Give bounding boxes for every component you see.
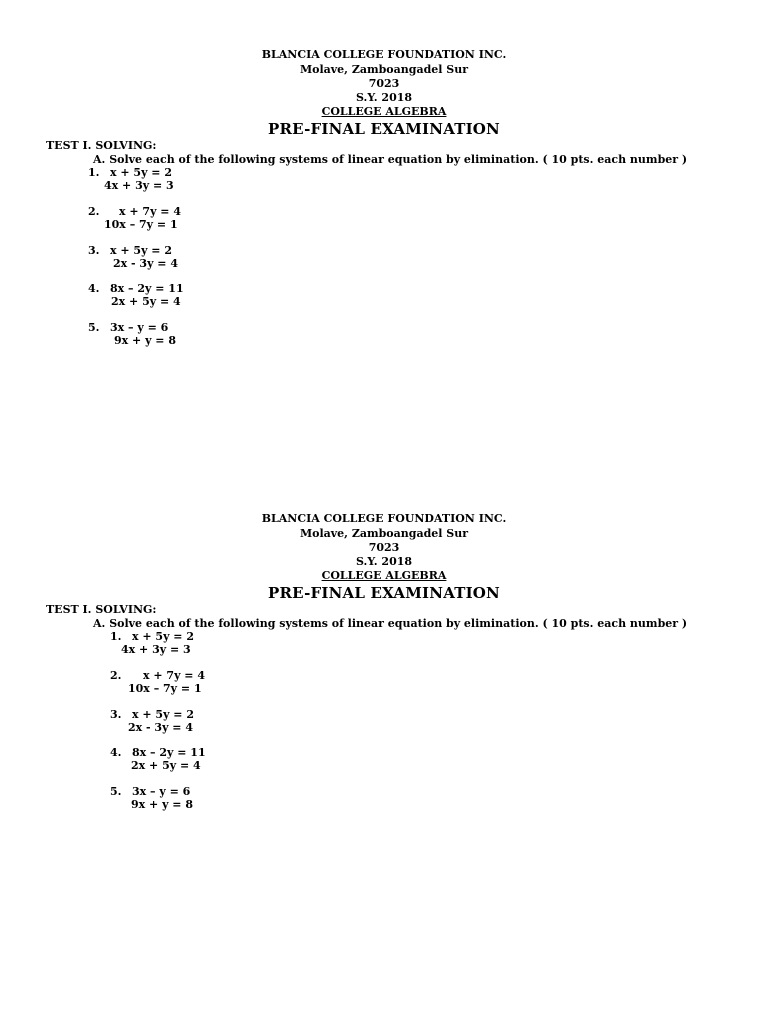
equation-1: 8x – 2y = 11 [132,746,206,759]
equation-2: 4x + 3y = 3 [121,643,191,656]
zip-code: 7023 [368,541,400,554]
equation-2: 9x + y = 8 [131,798,194,811]
school-year: S.Y. 2018 [355,91,413,104]
equation-1: x + 5y = 2 [110,244,173,257]
subject: COLLEGE ALGEBRA [321,569,447,582]
equation-1: 3x – y = 6 [132,785,191,798]
problem-number: 5. [88,321,100,334]
test-heading: TEST I. SOLVING: [46,139,157,152]
equation-1: x + 5y = 2 [132,708,195,721]
problem-number: 2. [110,669,122,682]
zip-code: 7023 [368,77,400,90]
exam-sheet-bottom [0,512,768,982]
equation-2: 2x + 5y = 4 [111,295,181,308]
equation-1: 3x – y = 6 [110,321,169,334]
equation-2: 10x – 7y = 1 [128,682,202,695]
equation-2: 10x – 7y = 1 [104,218,178,231]
exam-title: PRE-FINAL EXAMINATION [268,120,500,138]
equation-2: 4x + 3y = 3 [104,179,174,192]
problem-number: 3. [88,244,100,257]
problem-number: 1. [110,630,122,643]
equation-1: x + 5y = 2 [110,166,173,179]
school-address: Molave, Zamboangadel Sur [299,63,469,76]
equation-1: x + 7y = 4 [143,669,206,682]
equation-2: 9x + y = 8 [114,334,177,347]
problem-number: 4. [88,282,100,295]
instruction: A. Solve each of the following systems of linear equation by elimination. ( 10 pts. each number ) [93,617,688,630]
school-name: BLANCIA COLLEGE FOUNDATION INC. [261,48,507,61]
equation-1: x + 7y = 4 [119,205,182,218]
test-heading: TEST I. SOLVING: [46,603,157,616]
problem-number: 5. [110,785,122,798]
instruction: A. Solve each of the following systems of linear equation by elimination. ( 10 pts. each number ) [93,153,688,166]
equation-1: x + 5y = 2 [132,630,195,643]
school-year: S.Y. 2018 [355,555,413,568]
problem-number: 2. [88,205,100,218]
exam-title: PRE-FINAL EXAMINATION [268,584,500,602]
problem-number: 4. [110,746,122,759]
subject: COLLEGE ALGEBRA [321,105,447,118]
school-name: BLANCIA COLLEGE FOUNDATION INC. [261,512,507,525]
exam-sheet-top [0,48,768,518]
school-address: Molave, Zamboangadel Sur [299,527,469,540]
problem-number: 1. [88,166,100,179]
equation-2: 2x - 3y = 4 [128,721,194,734]
equation-1: 8x – 2y = 11 [110,282,184,295]
equation-2: 2x + 5y = 4 [131,759,201,772]
equation-2: 2x - 3y = 4 [113,257,179,270]
problem-number: 3. [110,708,122,721]
